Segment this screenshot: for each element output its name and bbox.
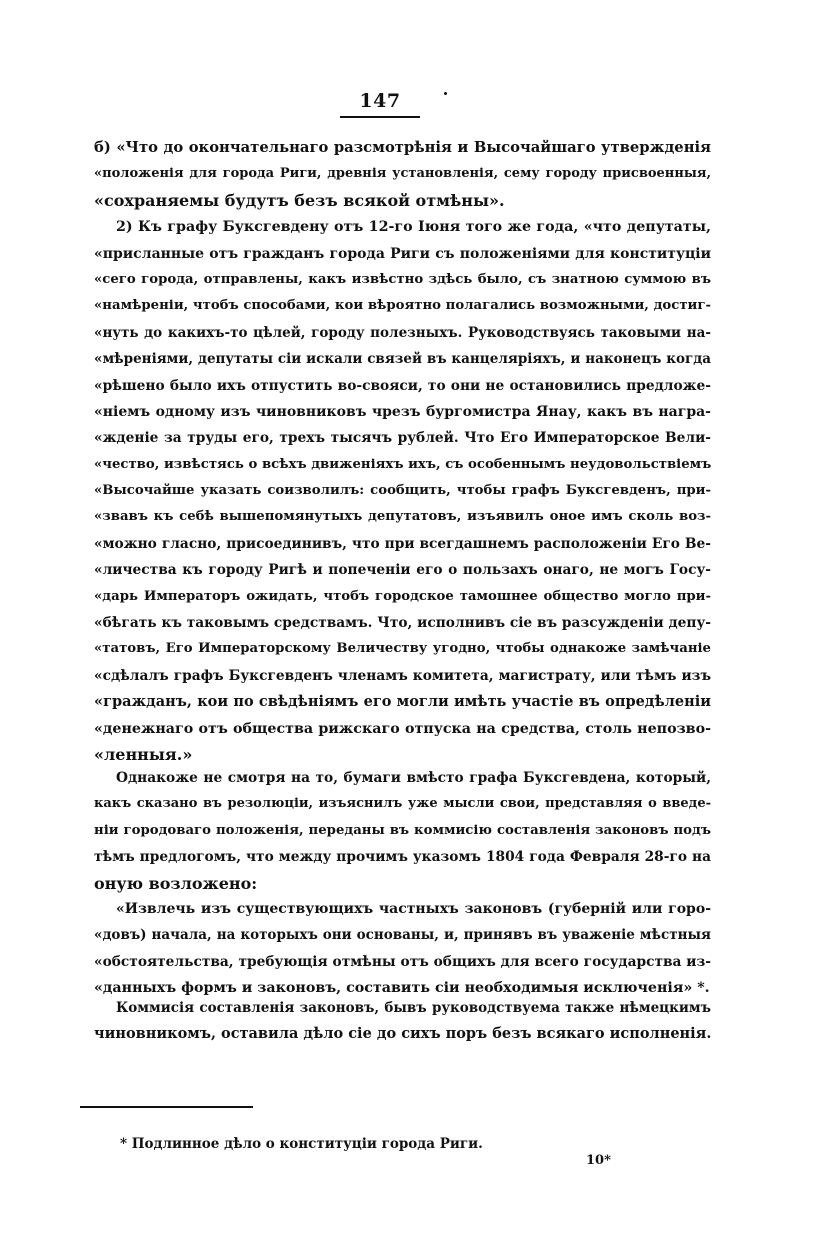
text-line: «присланные отъ гражданъ города Риги съ положеніями для конституціи [94, 245, 711, 262]
text-line: Однакоже не смотря на то, бумаги вмѣсто графа Буксгевдена, который, [116, 770, 711, 786]
text-line: «дарь Императоръ ожидать, чтобъ городское тамошнее общество могло при- [94, 588, 711, 604]
text-line: 2) Къ графу Буксгевдену отъ 12-го Іюня того же года, «что депутаты, [116, 219, 711, 236]
text-line: «татовъ, Его Императорскому Величеству угодно, чтобы однакоже замѣчаніе [94, 641, 711, 657]
text-line: чиновникомъ, оставила дѣло сіе до сихъ поръ безъ всякаго исполненія. [94, 1025, 711, 1043]
text-line: «звавъ къ себѣ вышепомянутыхъ депутатовъ, изъявилъ оное имъ сколь воз- [94, 509, 711, 525]
signature-mark: 10* [586, 1153, 611, 1168]
page-number: 147 [359, 90, 401, 112]
text-line: «можно гласно, присоединивъ, что при всегдашнемъ расположеніи Его Ве- [94, 535, 711, 552]
paragraph-conclusion [94, 995, 711, 1048]
footnote: * Подлинное дѣло о конституціи города Риги. [120, 1136, 483, 1152]
text-line: «намѣреніи, чтобъ способами, кои вѣроятно полагались возможными, достиг- [94, 298, 711, 314]
text-line: «данныхъ формъ и законовъ, составить сіи необходимыя исключенія» *. [94, 980, 710, 997]
header-rule [340, 116, 420, 118]
text-line: «Высочайше указать соизволилъ: сообщить, чтобы графъ Буксгевденъ, при- [94, 483, 711, 499]
text-line: «обстоятельства, требующія отмѣны отъ общихъ для всего государства из- [94, 953, 711, 970]
text-line: «сего города, отправлены, какъ извѣстно здѣсь было, съ знатною суммою въ [94, 271, 711, 287]
text-line: «ніемъ одному изъ чиновниковъ чрезъ бургомистра Янау, какъ въ награ- [94, 403, 711, 420]
text-line: Коммисія составленія законовъ, бывъ руководствуема также нѣмецкимъ [116, 1000, 711, 1016]
paragraph-resolution-and-letter [94, 135, 711, 768]
text-line: какъ сказано въ резолюціи, изъяснилъ уже мысли свои, представляя о введе- [94, 796, 711, 812]
text-line: «сохраняемы будутъ безъ всякой отмѣны». [94, 190, 505, 210]
text-line: ніи городоваго положенія, переданы въ коммисію составленія законовъ подъ [94, 822, 711, 838]
text-line: «гражданъ, кои по свѣдѣніямъ его могли имѣть участіе въ опредѣленіи [94, 693, 711, 711]
paragraph-commission-transfer [94, 765, 711, 897]
paragraph-decree-quote [94, 896, 711, 1002]
text-line: «денежнаго отъ общества рижскаго отпуска на средства, столь непозво- [94, 720, 711, 737]
text-line: «положенія для города Риги, древнія установленія, сему городу присвоенныя, [94, 166, 711, 182]
text-line: «сдѣлалъ графъ Буксгевденъ членамъ комитета, магистрату, или тѣмъ изъ [94, 667, 711, 684]
footnote-rule [80, 1106, 253, 1108]
text-line: б) «Что до окончательнаго разсмотрѣнія и Высочайшаго утвержденія [94, 139, 711, 156]
text-line: «мѣреніями, депутаты сіи искали связей въ канцеляріяхъ, и наконецъ когда [94, 351, 711, 368]
text-line: «чество, извѣстясь о всѣхъ движеніяхъ ихъ, съ особеннымъ неудовольствіемъ [94, 456, 711, 472]
text-line: «ленныя.» [94, 744, 193, 764]
text-line: «рѣшено было ихъ отпустить во-свояси, то они не остановились предложе- [94, 377, 711, 394]
text-line: «личества къ городу Ригѣ и попеченіи его о пользахъ онаго, не могъ Госу- [94, 562, 711, 579]
text-line: тѣмъ предлогомъ, что между прочимъ указомъ 1804 года Февраля 28-го на [94, 849, 711, 866]
text-line: «Извлечь изъ существующихъ частныхъ законовъ (губерній или горо- [116, 901, 711, 917]
text-line: «довъ) начала, на которыхъ они основаны, и, принявъ въ уваженіе мѣстныя [94, 927, 711, 944]
text-line: «бѣгать къ таковымъ средствамъ. Что, исполнивъ сіе въ разсужденіи депу- [94, 615, 711, 632]
text-line: «жденіе за труды его, трехъ тысячъ рублей. Что Его Императорское Вели- [94, 430, 711, 447]
header-dot [444, 92, 447, 95]
text-line: оную возложено: [94, 873, 258, 893]
text-line: «нуть до какихъ-то цѣлей, городу полезныхъ. Руководствуясь таковыми на- [94, 324, 711, 341]
